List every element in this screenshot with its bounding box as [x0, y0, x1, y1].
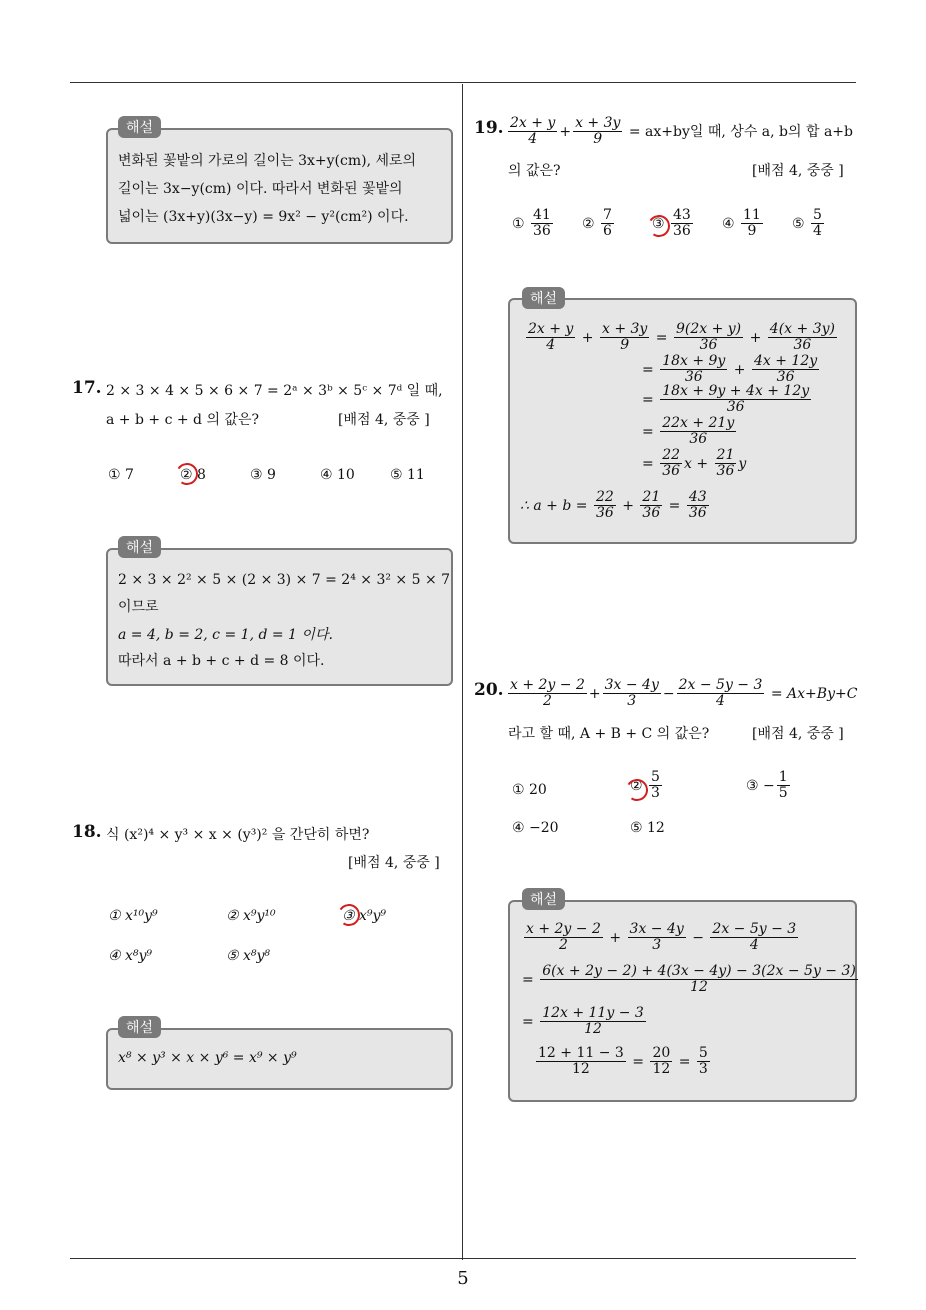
q16-sol-line-2: 길이는 3x−y(cm) 이다. 따라서 변화된 꽃밭의 [118, 181, 403, 197]
q17-solution-tag: 해설 [118, 536, 161, 558]
q18-answer-mark [336, 902, 362, 928]
q20-sol-line-1: $\frac{x + 2y - 2}{2}$ + $\frac{3x - 4y}{3}$ − $\frac{2x - 5y - 3}{4}$ [526, 921, 797, 954]
q20-option-3[interactable]: ③ − $\frac{1}{5}$ [746, 769, 788, 802]
q18-solution-box [106, 1028, 453, 1090]
q19-sol-row-5: = $\frac{22}{36}$ x + $\frac{21}{36}$ y [642, 447, 747, 480]
q17-option-3[interactable]: ③ 9 [250, 467, 276, 483]
q18-option-1[interactable]: ① x¹⁰y⁹ [108, 908, 158, 924]
q18-option-3[interactable]: ③ x⁹y⁹ [342, 908, 387, 924]
q20-solution-box [508, 900, 857, 1102]
q17-stem-line-1: 2 × 3 × 4 × 5 × 6 × 7 = 2ᵃ × 3ᵇ × 5ᶜ × 7ᵈ 일 때, [106, 383, 443, 399]
q17-option-1[interactable]: ① 7 [108, 467, 134, 483]
q19-sol-row-3: = $\frac{18x + 9y + 4x + 12y}{36}$ [642, 383, 810, 416]
q19-solution-box [508, 298, 857, 544]
q17-answer-mark [174, 461, 200, 487]
q18-option-5[interactable]: ⑤ x⁸y⁸ [226, 948, 271, 964]
q17-sol-line-4: 따라서 a + b + c + d = 8 이다. [118, 653, 325, 669]
q17-option-4[interactable]: ④ 10 [320, 467, 355, 483]
q17-meta: [배점 4, 중중 ] [338, 412, 430, 428]
q18-meta: [배점 4, 중중 ] [348, 855, 440, 871]
q19-sol-row-1: $\frac{2x + y}{4}$ + $\frac{x + 3y}{9}$ = $\frac{9(2x + y)}{36}$ + $\frac{4(x + 3y)}{36}$ [528, 321, 835, 354]
q19-sol-row-4: = $\frac{22x + 21y}{36}$ [642, 415, 735, 448]
q20-solution-tag: 해설 [522, 888, 565, 910]
q20-number: 20. [474, 680, 504, 700]
q20-option-2[interactable]: ② $\frac{5}{3}$ [630, 769, 660, 802]
q17-option-5[interactable]: ⑤ 11 [390, 467, 425, 483]
q20-sol-line-3: = $\frac{12x + 11y - 3}{12}$ [522, 1005, 644, 1038]
q19-solution-tag: 해설 [522, 287, 565, 309]
q16-sol-line-1: 변화된 꽃밭의 가로의 길이는 3x+y(cm), 세로의 [118, 153, 417, 169]
q19-stem-frac-2: $\frac{x + 3y}{9}$ [575, 115, 621, 148]
q16-solution-tag: 해설 [118, 116, 161, 138]
top-rule [70, 82, 856, 83]
q16-sol-line-3: 넓이는 (3x+y)(3x−y) = 9x² − y²(cm²) 이다. [118, 209, 409, 225]
q19-number: 19. [474, 118, 504, 138]
q18-option-2[interactable]: ② x⁹y¹⁰ [226, 908, 276, 924]
q19-stem-tail: = ax+by일 때, 상수 a, b의 합 a+b [628, 123, 853, 140]
q18-sol-line: x⁸ × y³ × x × y⁶ = x⁹ × y⁹ [118, 1050, 297, 1066]
q19-option-4[interactable]: ④ $\frac{11}{9}$ [722, 207, 761, 240]
q19-option-1[interactable]: ① $\frac{41}{36}$ [512, 207, 551, 240]
q18-stem: 식 (x²)⁴ × y³ × x × (y³)² 을 간단히 하면? [106, 827, 370, 843]
q18-number: 18. [72, 822, 102, 842]
q19-option-5[interactable]: ⑤ $\frac{5}{4}$ [792, 207, 822, 240]
q20-stem-tail: = Ax+By+C [770, 685, 858, 702]
q19-meta: [배점 4, 중중 ] [752, 163, 844, 179]
q17-stem-line-2: a + b + c + d 의 값은? [106, 412, 259, 428]
q20-sol-line-4: $\frac{12 + 11 - 3}{12}$ = $\frac{20}{12}$ = $\frac{5}{3}$ [538, 1045, 708, 1078]
q20-meta: [배점 4, 중중 ] [752, 726, 844, 742]
q18-option-4[interactable]: ④ x⁸y⁹ [108, 948, 153, 964]
q20-stem-line-1: $\frac{x + 2y - 2}{2}$ + $\frac{3x - 4y}{3}$ − $\frac{2x - 5y - 3}{4}$ = Ax+By+C [510, 677, 858, 710]
q19-stem-line-2: 의 값은? [508, 163, 561, 179]
q17-solution-box [106, 548, 453, 686]
q17-sol-line-1: 2 × 3 × 2² × 5 × (2 × 3) × 7 = 2⁴ × 3² × 5 × 7 [118, 572, 451, 588]
column-divider [462, 84, 463, 1260]
page-number: 5 [457, 1268, 469, 1289]
q19-sol-row-2: = $\frac{18x + 9y}{36}$ + $\frac{4x + 12y}{36}$ [642, 353, 818, 386]
q19-stem-line-1: $\frac{2x + y}{4}$ + $\frac{x + 3y}{9}$ = ax+by일 때, 상수 a, b의 합 a+b [510, 115, 853, 148]
q17-sol-line-3: a = 4, b = 2, c = 1, d = 1 이다. [118, 627, 333, 643]
q19-sol-therefore: ∴ a + b = $\frac{22}{36}$ + $\frac{21}{36}$ = $\frac{43}{36}$ [520, 489, 707, 522]
q20-stem-line-2: 라고 할 때, A + B + C 의 값은? [508, 726, 710, 742]
q20-option-5[interactable]: ⑤ 12 [630, 820, 665, 836]
q17-sol-line-2: 이므로 [118, 599, 159, 615]
q17-option-2[interactable]: ② 8 [180, 467, 206, 483]
q17-number: 17. [72, 378, 102, 398]
q19-option-3[interactable]: ③ $\frac{43}{36}$ [652, 207, 691, 240]
q19-option-2[interactable]: ② $\frac{7}{6}$ [582, 207, 612, 240]
q20-option-4[interactable]: ④ −20 [512, 820, 559, 836]
q20-sol-line-2: = $\frac{6(x + 2y - 2) + 4(3x - 4y) - 3(2x - 5y - 3)}{12}$ [522, 963, 856, 996]
q20-option-1[interactable]: ① 20 [512, 782, 547, 798]
bottom-rule [70, 1258, 856, 1259]
q18-solution-tag: 해설 [118, 1016, 161, 1038]
q16-solution-box [106, 128, 453, 244]
q19-stem-frac-1: $\frac{2x + y}{4}$ [510, 115, 556, 148]
